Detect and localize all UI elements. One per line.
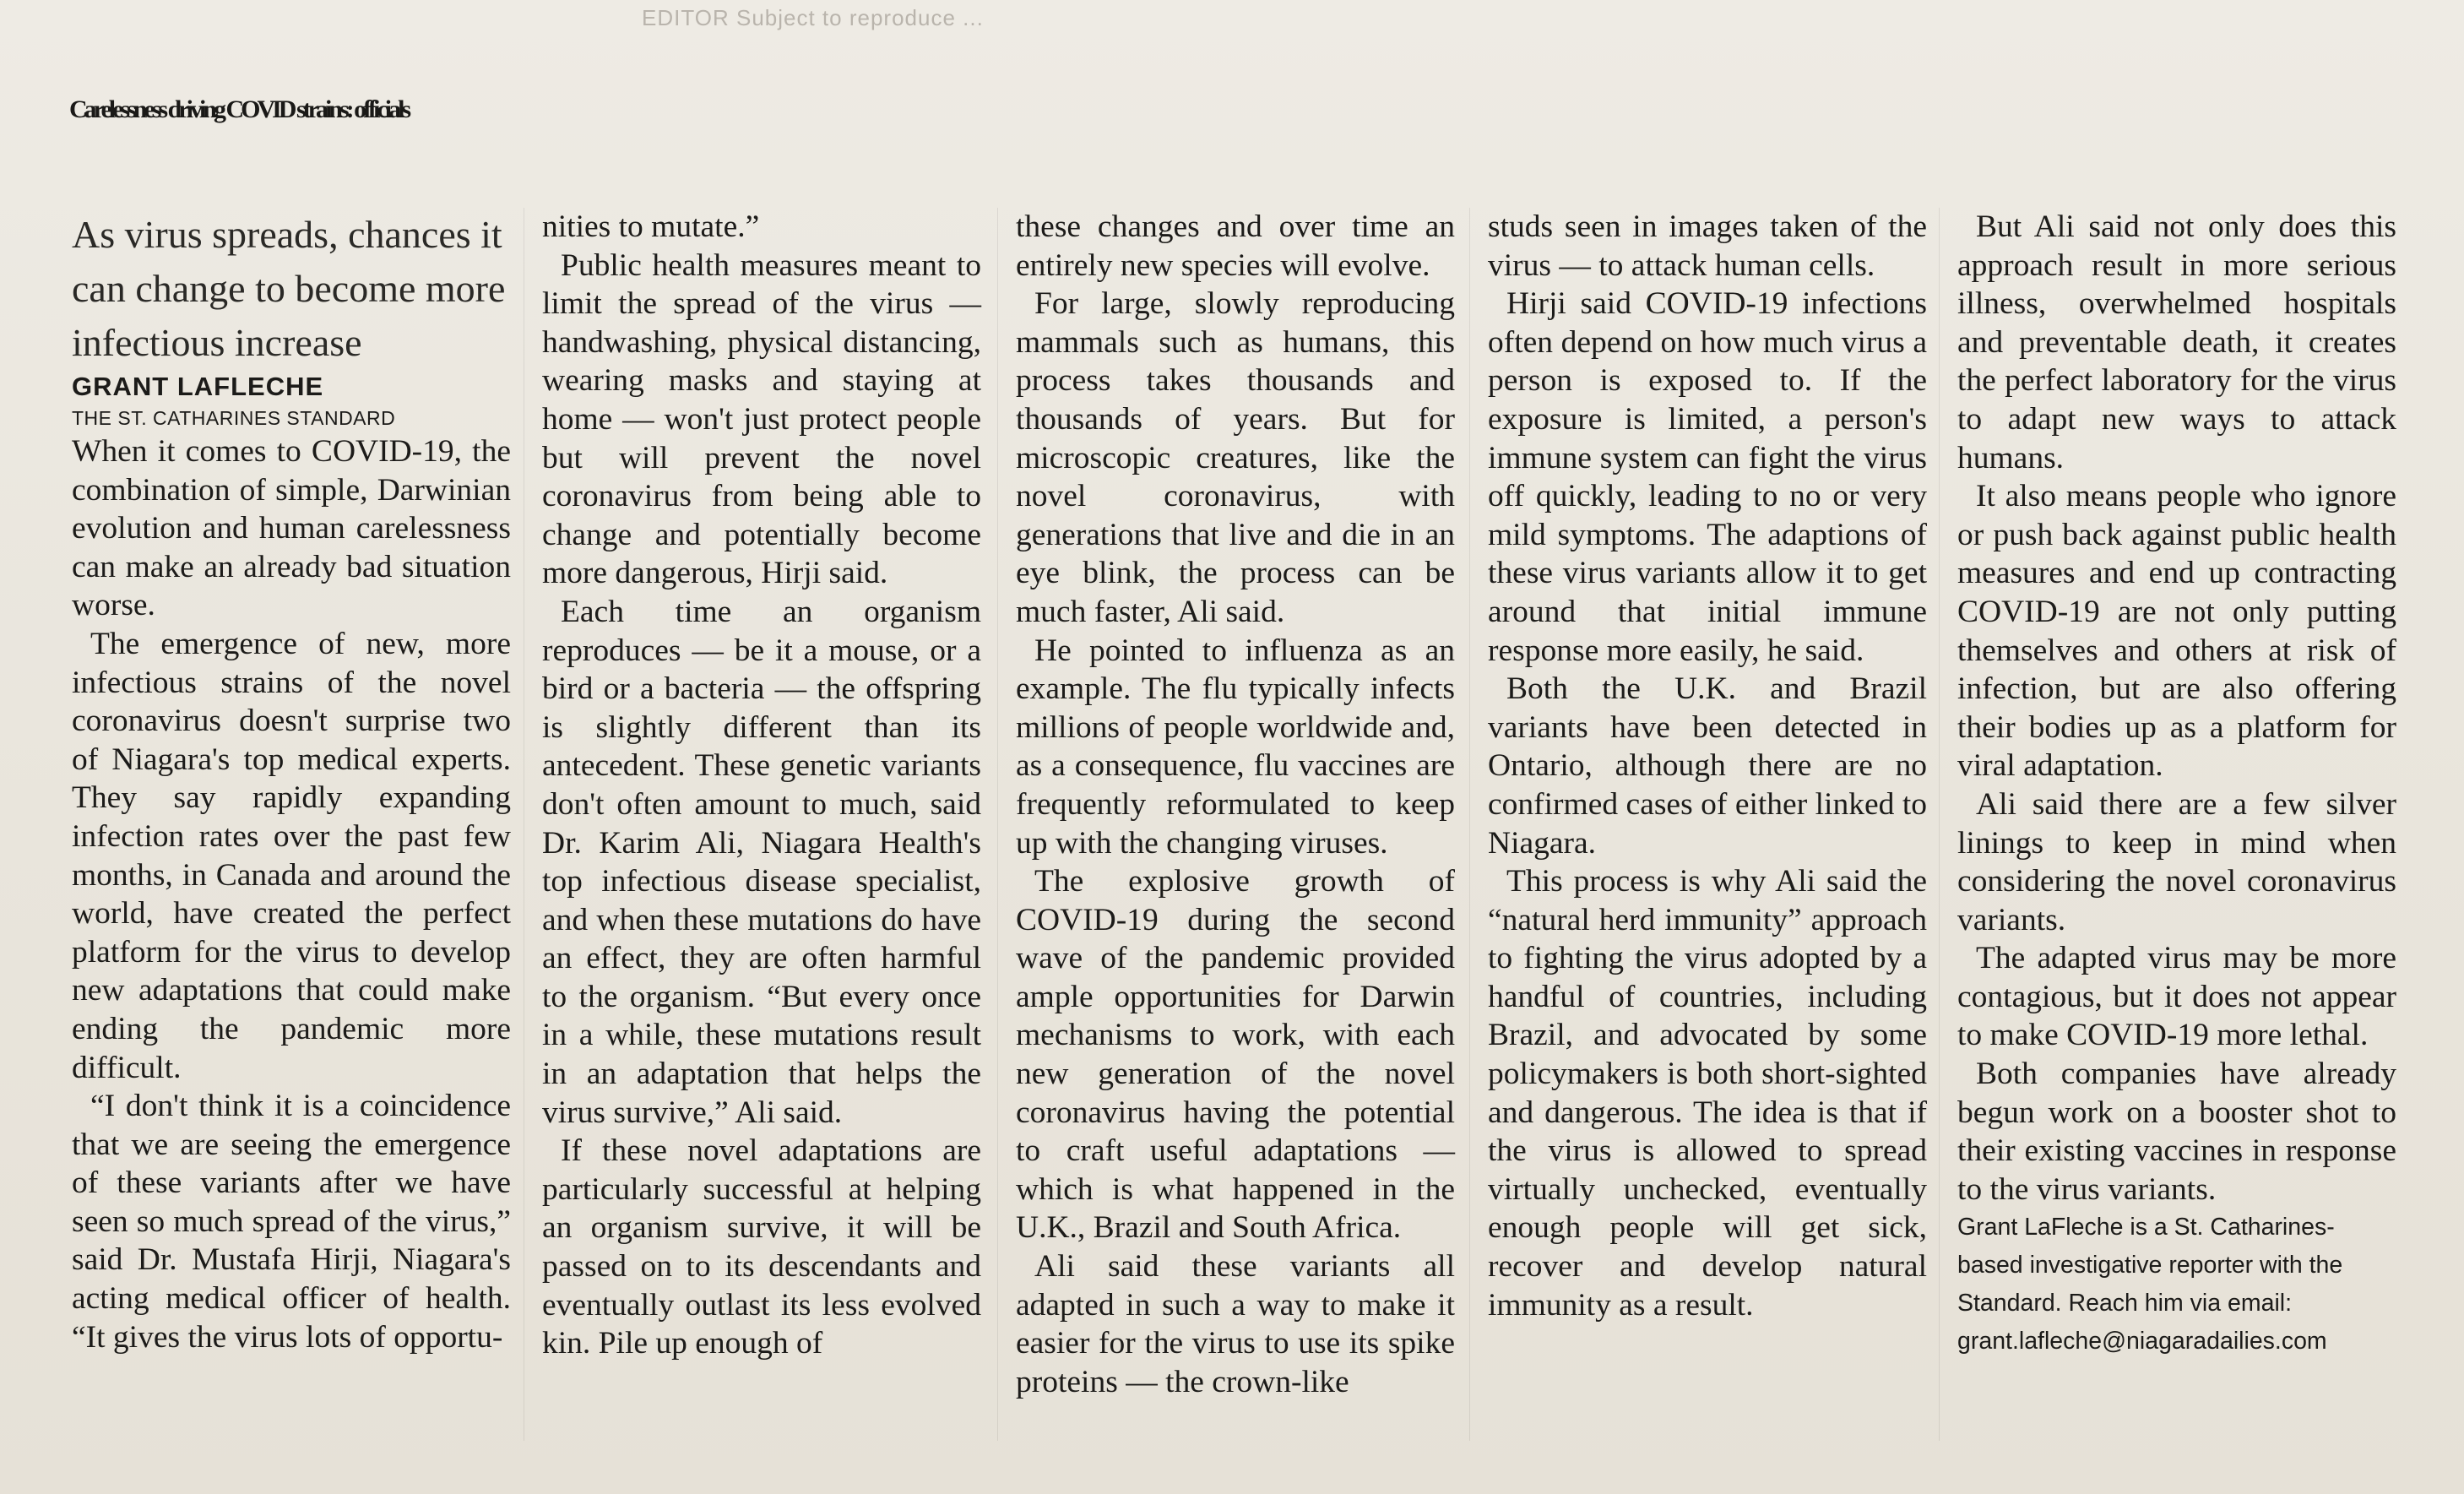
paragraph: Public health measures meant to limit the spread of the virus — handwashing, physical distancing, wearing masks and staying at home — won't just protect people but will prevent the novel coronavirus from being able to change and potentially become more dangerous, Hirji said. bbox=[542, 247, 981, 591]
deck: As virus spreads, chances it can change to become more infectious increase bbox=[72, 213, 506, 364]
paragraph: “I don't think it is a coincidence that we are seeing the emergence of these variants after we have seen so much spread of the virus,” said Dr. Mustafa Hirji, Niagara's acting medical officer of health. “It gives the virus lots of opportu- bbox=[72, 1089, 511, 1355]
headline: Carelessness driving COVID strains: officials bbox=[69, 95, 409, 123]
outlet-credit: THE ST. CATHARINES STANDARD bbox=[72, 407, 396, 429]
paragraph: nities to mutate.” bbox=[542, 209, 760, 244]
paragraph: If these novel adaptations are particularly successful at helping an organism survive, it will be passed on to its descendants and eventually outlast its less evolved kin. Pile up enough of bbox=[542, 1133, 981, 1361]
paragraph: Each time an organism reproduces — be it a mouse, or a bird or a bacteria — the offspring is slightly different than its antecedent. These genetic variants don't often amount to much, said Dr. Karim Ali, Niagara Health's top infectious disease specialist, and when these mutations do have an effect, they are often harmful to the organism. “But every once in a while, these mutations result in an adaptation that helps the virus survive,” Ali said. bbox=[542, 594, 981, 1130]
paragraph: The explosive growth of COVID-19 during the second wave of the pandemic provided ample opportunities for Darwin mechanisms to work, with each new generation of the novel coronavirus having the potential to craft useful adaptations — which is what happened in the U.K., Brazil and South Africa. bbox=[1016, 864, 1455, 1246]
article-column-4 bbox=[1488, 208, 1927, 1324]
paragraph: For large, slowly reproducing mammals such as humans, this process takes thousands and thousands of years. But for microscopic creatures, like the novel coronavirus, with generations that live and die in an eye blink, the process can be much faster, Ali said. bbox=[1016, 286, 1455, 629]
paragraph: This process is why Ali said the “natural herd immunity” approach to fighting the virus adopted by a handful of countries, including Brazil, and advocated by some policymakers is both short-sighted and dangerous. The idea is that if the virus is allowed to spread virtually unchecked, eventually enough people will get sick, recover and develop natural immunity as a result. bbox=[1488, 864, 1927, 1323]
paragraph: studs seen in images taken of the virus — to attack human cells. bbox=[1488, 209, 1927, 283]
paragraph: Ali said there are a few silver linings to keep in mind when considering the novel coronavirus variants. bbox=[1957, 786, 2396, 937]
paragraph: He pointed to influenza as an example. The flu typically infects millions of people worldwide and, as a consequence, flu vaccines are frequently reformulated to keep up with the changing viruses. bbox=[1016, 633, 1455, 861]
paragraph: When it comes to COVID-19, the combination of simple, Darwinian evolution and human carelessness can make an already bad situation worse. bbox=[72, 434, 511, 623]
paragraph: It also means people who ignore or push back against public health measures and end up contracting COVID-19 are not only putting themselves and others at risk of infection, but are also offering their bodies up as a platform for viral adaptation. bbox=[1957, 479, 2396, 784]
paragraph: But Ali said not only does this approach result in more serious illness, overwhelmed hospitals and preventable death, it creates the perfect laboratory for the virus to adapt new ways to attack humans. bbox=[1957, 209, 2396, 475]
paragraph: these changes and over time an entirely new species will evolve. bbox=[1016, 209, 1455, 283]
article-column-1 bbox=[72, 208, 511, 1356]
column-gutter bbox=[997, 208, 998, 1441]
paragraph: Hirji said COVID-19 infections often depend on how much virus a person is exposed to. If the exposure is limited, a person's immune system can fight the virus off quickly, leading to no or very mild symptoms. The adaptions of these virus variants allow it to get around that initial immune response more easily, he said. bbox=[1488, 286, 1927, 668]
paragraph: The adapted virus may be more contagious, but it does not appear to make COVID-19 more lethal. bbox=[1957, 941, 2396, 1053]
author-tagline: Grant LaFleche is a St. Catharines-based investigative reporter with the Standard. Reach him via email: grant.lafleche@niagaradailies.com bbox=[1957, 1214, 2343, 1355]
article-column-5 bbox=[1957, 208, 2396, 1361]
paragraph: Both the U.K. and Brazil variants have been detected in Ontario, although there are no confirmed cases of either linked to Niagara. bbox=[1488, 671, 1927, 861]
byline: GRANT LAFLECHE bbox=[72, 372, 324, 401]
column-gutter bbox=[1939, 208, 1940, 1441]
bleed-through-text: EDITOR Subject to reproduce ... bbox=[642, 5, 984, 30]
paragraph: Both companies have already begun work on a booster shot to their existing vaccines in response to the virus variants. bbox=[1957, 1057, 2396, 1207]
paragraph: The emergence of new, more infectious strains of the novel coronavirus doesn't surprise two of Niagara's top medical experts. They say rapidly expanding infection rates over the past few months, in Canada and around the world, have created the perfect platform for the virus to develop new adaptations that could make ending the pandemic more difficult. bbox=[72, 626, 511, 1085]
article-column-2 bbox=[542, 208, 981, 1363]
column-gutter bbox=[1469, 208, 1470, 1441]
article-column-3 bbox=[1016, 208, 1455, 1401]
paragraph: Ali said these variants all adapted in such a way to make it easier for the virus to use its spike proteins — the crown-like bbox=[1016, 1249, 1455, 1399]
